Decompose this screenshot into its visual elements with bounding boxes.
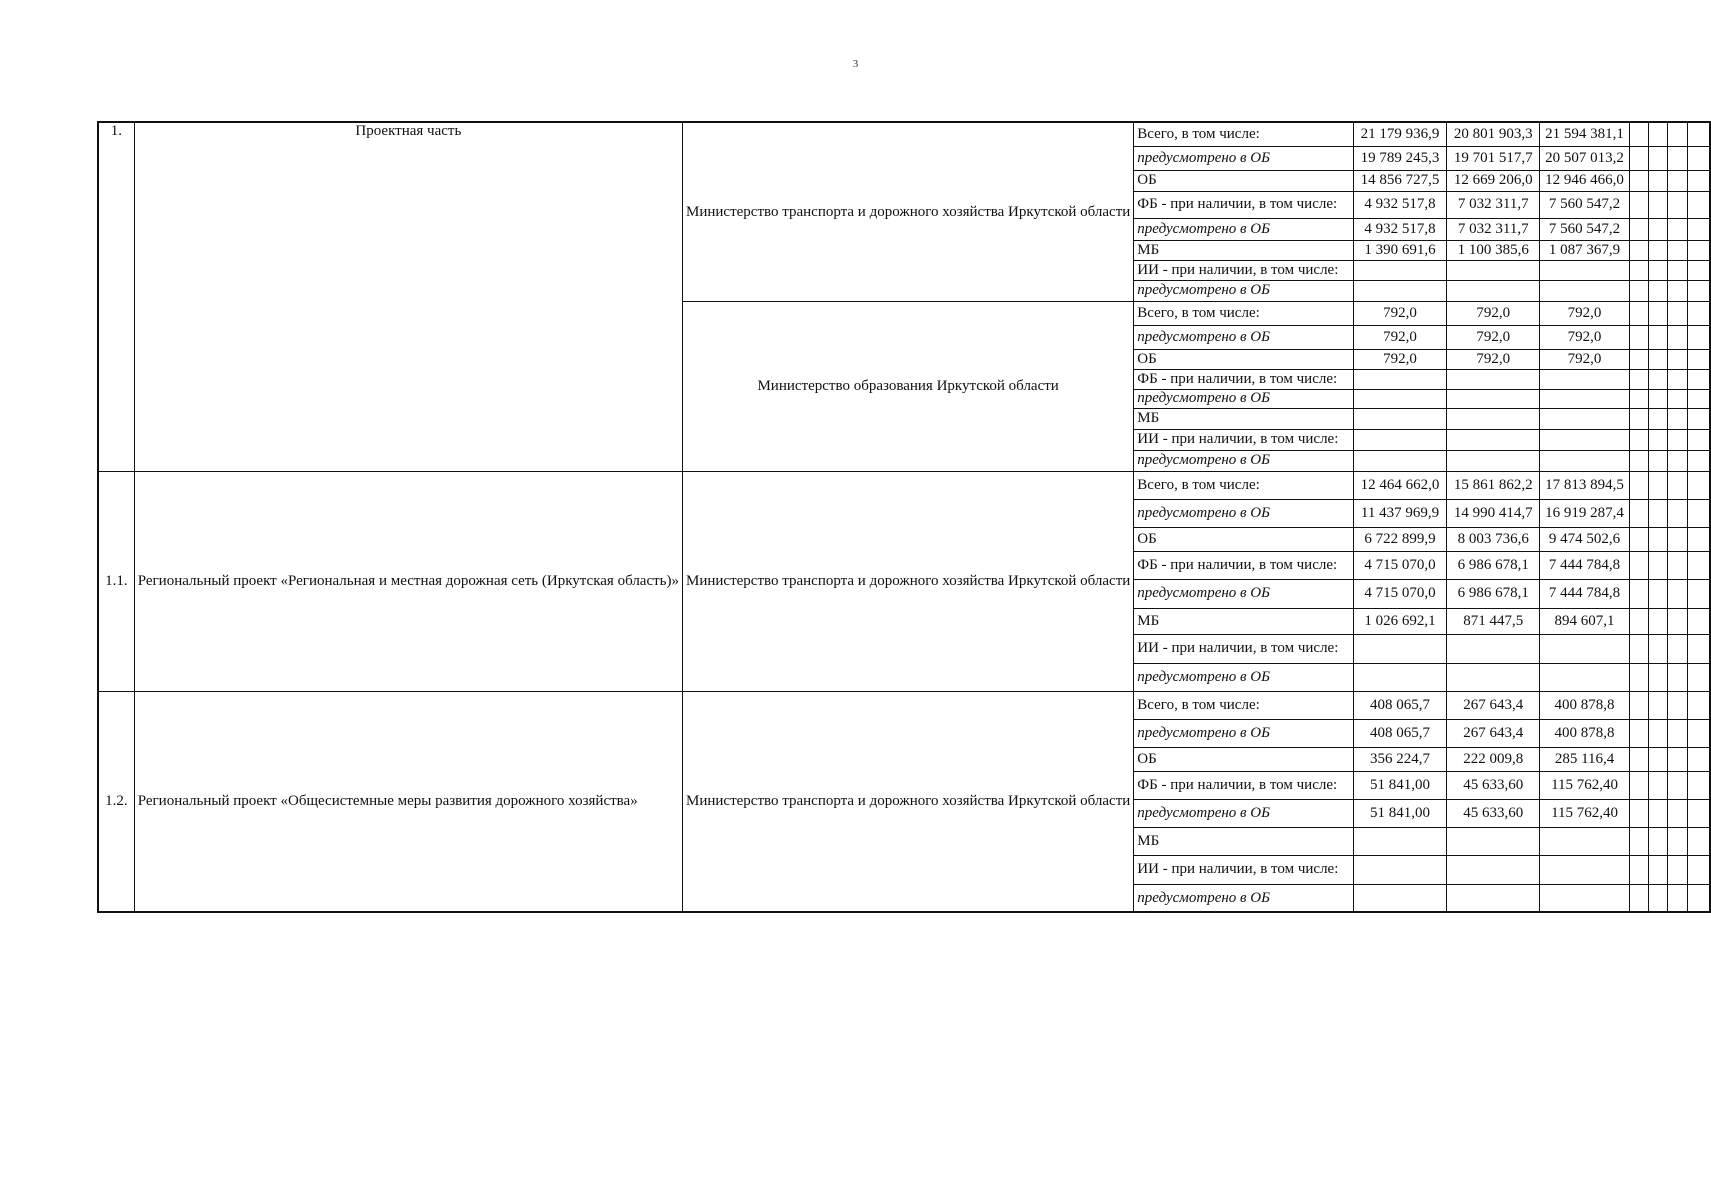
funding-amount: 12 464 662,0 bbox=[1353, 471, 1446, 499]
empty-cell bbox=[1668, 122, 1687, 146]
funding-amount: 792,0 bbox=[1540, 349, 1629, 369]
funding-amount bbox=[1540, 260, 1629, 280]
funding-amount: 19 701 517,7 bbox=[1447, 146, 1540, 170]
empty-cell bbox=[1629, 527, 1648, 551]
funding-amount bbox=[1447, 260, 1540, 280]
funding-amount: 792,0 bbox=[1540, 301, 1629, 325]
funding-amount bbox=[1447, 855, 1540, 884]
empty-cell bbox=[1687, 389, 1710, 408]
empty-cell bbox=[1629, 260, 1648, 280]
empty-cell bbox=[1629, 450, 1648, 471]
funding-source-label: ФБ - при наличии, в том числе: bbox=[1134, 191, 1354, 218]
empty-cell bbox=[1687, 280, 1710, 301]
empty-cell bbox=[1687, 663, 1710, 691]
funding-source-label: Всего, в том числе: bbox=[1134, 471, 1354, 499]
funding-amount: 115 762,40 bbox=[1540, 799, 1629, 827]
funding-amount bbox=[1540, 408, 1629, 429]
empty-cell bbox=[1648, 691, 1667, 719]
funding-amount: 17 813 894,5 bbox=[1540, 471, 1629, 499]
funding-amount: 792,0 bbox=[1447, 349, 1540, 369]
funding-amount: 222 009,8 bbox=[1447, 747, 1540, 771]
empty-cell bbox=[1629, 429, 1648, 450]
empty-cell bbox=[1687, 527, 1710, 551]
funding-amount: 15 861 862,2 bbox=[1447, 471, 1540, 499]
empty-cell bbox=[1648, 450, 1667, 471]
funding-amount: 7 032 311,7 bbox=[1447, 191, 1540, 218]
funding-source-label: предусмотрено в ОБ bbox=[1134, 218, 1354, 240]
funding-amount: 894 607,1 bbox=[1540, 608, 1629, 634]
empty-cell bbox=[1668, 691, 1687, 719]
funding-amount: 408 065,7 bbox=[1353, 691, 1446, 719]
empty-cell bbox=[1648, 260, 1667, 280]
funding-amount: 115 762,40 bbox=[1540, 771, 1629, 799]
funding-source-label: ИИ - при наличии, в том числе: bbox=[1134, 855, 1354, 884]
empty-cell bbox=[1668, 471, 1687, 499]
funding-amount bbox=[1540, 369, 1629, 389]
empty-cell bbox=[1668, 527, 1687, 551]
funding-source-label: предусмотрено в ОБ bbox=[1134, 579, 1354, 608]
empty-cell bbox=[1687, 218, 1710, 240]
funding-amount: 19 789 245,3 bbox=[1353, 146, 1446, 170]
funding-source-label: ОБ bbox=[1134, 747, 1354, 771]
funding-amount bbox=[1447, 663, 1540, 691]
funding-amount: 51 841,00 bbox=[1353, 799, 1446, 827]
empty-cell bbox=[1687, 408, 1710, 429]
empty-cell bbox=[1668, 408, 1687, 429]
funding-source-label: Всего, в том числе: bbox=[1134, 301, 1354, 325]
empty-cell bbox=[1629, 551, 1648, 579]
funding-source-label: МБ bbox=[1134, 827, 1354, 855]
empty-cell bbox=[1648, 325, 1667, 349]
funding-amount: 8 003 736,6 bbox=[1447, 527, 1540, 551]
funding-source-label: предусмотрено в ОБ bbox=[1134, 450, 1354, 471]
empty-cell bbox=[1648, 827, 1667, 855]
funding-source-label: предусмотрено в ОБ bbox=[1134, 389, 1354, 408]
empty-cell bbox=[1629, 827, 1648, 855]
empty-cell bbox=[1629, 349, 1648, 369]
funding-amount bbox=[1353, 280, 1446, 301]
empty-cell bbox=[1648, 551, 1667, 579]
empty-cell bbox=[1668, 608, 1687, 634]
empty-cell bbox=[1668, 827, 1687, 855]
funding-amount bbox=[1447, 429, 1540, 450]
empty-cell bbox=[1668, 579, 1687, 608]
funding-amount: 20 801 903,3 bbox=[1447, 122, 1540, 146]
funding-amount bbox=[1447, 280, 1540, 301]
funding-amount bbox=[1353, 663, 1446, 691]
funding-amount: 4 932 517,8 bbox=[1353, 191, 1446, 218]
funding-source-label: предусмотрено в ОБ bbox=[1134, 884, 1354, 912]
empty-cell bbox=[1668, 771, 1687, 799]
funding-source-label: предусмотрено в ОБ bbox=[1134, 280, 1354, 301]
funding-amount bbox=[1353, 260, 1446, 280]
empty-cell bbox=[1629, 280, 1648, 301]
funding-amount bbox=[1353, 884, 1446, 912]
empty-cell bbox=[1668, 280, 1687, 301]
funding-amount bbox=[1353, 855, 1446, 884]
empty-cell bbox=[1648, 663, 1667, 691]
funding-source-label: ОБ bbox=[1134, 527, 1354, 551]
funding-source-label: предусмотрено в ОБ bbox=[1134, 799, 1354, 827]
funding-amount: 1 390 691,6 bbox=[1353, 240, 1446, 260]
responsible-organization: Министерство транспорта и дорожного хозяйства Иркутской области bbox=[683, 691, 1134, 912]
empty-cell bbox=[1648, 799, 1667, 827]
empty-cell bbox=[1668, 499, 1687, 527]
empty-cell bbox=[1668, 218, 1687, 240]
empty-cell bbox=[1687, 827, 1710, 855]
empty-cell bbox=[1648, 280, 1667, 301]
empty-cell bbox=[1629, 884, 1648, 912]
empty-cell bbox=[1668, 429, 1687, 450]
empty-cell bbox=[1687, 260, 1710, 280]
funding-source-label: ФБ - при наличии, в том числе: bbox=[1134, 771, 1354, 799]
empty-cell bbox=[1648, 218, 1667, 240]
table-row bbox=[98, 471, 1710, 499]
empty-cell bbox=[1687, 691, 1710, 719]
funding-amount bbox=[1540, 663, 1629, 691]
section-title: Региональный проект «Региональная и местная дорожная сеть (Иркутская область)» bbox=[134, 471, 682, 691]
funding-amount: 356 224,7 bbox=[1353, 747, 1446, 771]
funding-amount: 21 179 936,9 bbox=[1353, 122, 1446, 146]
funding-amount: 4 715 070,0 bbox=[1353, 551, 1446, 579]
funding-amount: 20 507 013,2 bbox=[1540, 146, 1629, 170]
empty-cell bbox=[1687, 369, 1710, 389]
funding-source-label: ИИ - при наличии, в том числе: bbox=[1134, 429, 1354, 450]
empty-cell bbox=[1648, 122, 1667, 146]
funding-amount: 792,0 bbox=[1447, 301, 1540, 325]
funding-source-label: предусмотрено в ОБ bbox=[1134, 663, 1354, 691]
empty-cell bbox=[1668, 146, 1687, 170]
empty-cell bbox=[1687, 884, 1710, 912]
funding-amount: 792,0 bbox=[1447, 325, 1540, 349]
funding-table bbox=[97, 121, 1711, 913]
empty-cell bbox=[1668, 325, 1687, 349]
empty-cell bbox=[1648, 608, 1667, 634]
empty-cell bbox=[1687, 579, 1710, 608]
empty-cell bbox=[1668, 450, 1687, 471]
empty-cell bbox=[1629, 691, 1648, 719]
responsible-organization: Министерство транспорта и дорожного хозяйства Иркутской области bbox=[683, 122, 1134, 301]
funding-source-label: МБ bbox=[1134, 408, 1354, 429]
empty-cell bbox=[1648, 471, 1667, 499]
funding-amount bbox=[1353, 369, 1446, 389]
empty-cell bbox=[1687, 122, 1710, 146]
funding-amount bbox=[1540, 884, 1629, 912]
funding-source-label: МБ bbox=[1134, 240, 1354, 260]
empty-cell bbox=[1668, 260, 1687, 280]
responsible-organization: Министерство образования Иркутской области bbox=[683, 301, 1134, 471]
empty-cell bbox=[1687, 634, 1710, 663]
empty-cell bbox=[1668, 634, 1687, 663]
funding-amount: 7 032 311,7 bbox=[1447, 218, 1540, 240]
empty-cell bbox=[1629, 389, 1648, 408]
funding-amount: 267 643,4 bbox=[1447, 691, 1540, 719]
funding-source-label: ИИ - при наличии, в том числе: bbox=[1134, 634, 1354, 663]
empty-cell bbox=[1629, 747, 1648, 771]
empty-cell bbox=[1629, 146, 1648, 170]
empty-cell bbox=[1668, 719, 1687, 747]
funding-amount bbox=[1353, 429, 1446, 450]
empty-cell bbox=[1629, 499, 1648, 527]
funding-amount: 792,0 bbox=[1353, 301, 1446, 325]
funding-amount bbox=[1353, 389, 1446, 408]
empty-cell bbox=[1629, 170, 1648, 191]
empty-cell bbox=[1668, 551, 1687, 579]
funding-amount: 792,0 bbox=[1353, 349, 1446, 369]
empty-cell bbox=[1668, 389, 1687, 408]
funding-amount: 1 087 367,9 bbox=[1540, 240, 1629, 260]
funding-source-label: предусмотрено в ОБ bbox=[1134, 325, 1354, 349]
empty-cell bbox=[1648, 349, 1667, 369]
funding-amount: 7 444 784,8 bbox=[1540, 579, 1629, 608]
funding-amount bbox=[1447, 389, 1540, 408]
empty-cell bbox=[1687, 499, 1710, 527]
funding-amount: 4 932 517,8 bbox=[1353, 218, 1446, 240]
funding-amount: 45 633,60 bbox=[1447, 771, 1540, 799]
empty-cell bbox=[1687, 551, 1710, 579]
empty-cell bbox=[1687, 240, 1710, 260]
funding-amount: 21 594 381,1 bbox=[1540, 122, 1629, 146]
funding-amount bbox=[1447, 827, 1540, 855]
empty-cell bbox=[1629, 408, 1648, 429]
funding-amount: 14 856 727,5 bbox=[1353, 170, 1446, 191]
empty-cell bbox=[1687, 608, 1710, 634]
section-title: Проектная часть bbox=[134, 122, 682, 471]
empty-cell bbox=[1648, 240, 1667, 260]
table-row bbox=[98, 122, 1710, 146]
empty-cell bbox=[1629, 855, 1648, 884]
funding-amount: 14 990 414,7 bbox=[1447, 499, 1540, 527]
funding-amount: 4 715 070,0 bbox=[1353, 579, 1446, 608]
funding-amount: 7 560 547,2 bbox=[1540, 191, 1629, 218]
empty-cell bbox=[1668, 240, 1687, 260]
empty-cell bbox=[1648, 429, 1667, 450]
funding-amount: 51 841,00 bbox=[1353, 771, 1446, 799]
funding-amount bbox=[1353, 634, 1446, 663]
empty-cell bbox=[1648, 884, 1667, 912]
funding-amount bbox=[1353, 408, 1446, 429]
funding-source-label: МБ bbox=[1134, 608, 1354, 634]
funding-source-label: ФБ - при наличии, в том числе: bbox=[1134, 551, 1354, 579]
empty-cell bbox=[1648, 499, 1667, 527]
funding-amount bbox=[1447, 634, 1540, 663]
empty-cell bbox=[1629, 218, 1648, 240]
funding-amount: 267 643,4 bbox=[1447, 719, 1540, 747]
funding-amount: 45 633,60 bbox=[1447, 799, 1540, 827]
funding-amount: 6 986 678,1 bbox=[1447, 579, 1540, 608]
funding-amount bbox=[1447, 450, 1540, 471]
empty-cell bbox=[1629, 369, 1648, 389]
empty-cell bbox=[1687, 146, 1710, 170]
empty-cell bbox=[1629, 122, 1648, 146]
empty-cell bbox=[1668, 884, 1687, 912]
empty-cell bbox=[1629, 325, 1648, 349]
empty-cell bbox=[1629, 719, 1648, 747]
funding-amount: 400 878,8 bbox=[1540, 691, 1629, 719]
empty-cell bbox=[1648, 369, 1667, 389]
funding-source-label: предусмотрено в ОБ bbox=[1134, 719, 1354, 747]
funding-amount: 1 026 692,1 bbox=[1353, 608, 1446, 634]
funding-amount bbox=[1353, 827, 1446, 855]
empty-cell bbox=[1687, 325, 1710, 349]
funding-amount: 12 946 466,0 bbox=[1540, 170, 1629, 191]
empty-cell bbox=[1687, 429, 1710, 450]
empty-cell bbox=[1648, 170, 1667, 191]
empty-cell bbox=[1648, 146, 1667, 170]
funding-amount: 792,0 bbox=[1540, 325, 1629, 349]
empty-cell bbox=[1687, 855, 1710, 884]
empty-cell bbox=[1629, 579, 1648, 608]
funding-source-label: Всего, в том числе: bbox=[1134, 691, 1354, 719]
funding-amount: 16 919 287,4 bbox=[1540, 499, 1629, 527]
funding-amount bbox=[1540, 855, 1629, 884]
empty-cell bbox=[1668, 369, 1687, 389]
empty-cell bbox=[1668, 170, 1687, 191]
funding-amount bbox=[1447, 884, 1540, 912]
empty-cell bbox=[1629, 471, 1648, 499]
funding-amount: 400 878,8 bbox=[1540, 719, 1629, 747]
empty-cell bbox=[1687, 191, 1710, 218]
empty-cell bbox=[1629, 191, 1648, 218]
empty-cell bbox=[1668, 349, 1687, 369]
empty-cell bbox=[1668, 301, 1687, 325]
empty-cell bbox=[1648, 408, 1667, 429]
empty-cell bbox=[1648, 191, 1667, 218]
empty-cell bbox=[1668, 799, 1687, 827]
empty-cell bbox=[1687, 771, 1710, 799]
funding-source-label: Всего, в том числе: bbox=[1134, 122, 1354, 146]
funding-source-label: ФБ - при наличии, в том числе: bbox=[1134, 369, 1354, 389]
funding-amount bbox=[1353, 450, 1446, 471]
empty-cell bbox=[1629, 799, 1648, 827]
funding-amount: 12 669 206,0 bbox=[1447, 170, 1540, 191]
funding-amount: 1 100 385,6 bbox=[1447, 240, 1540, 260]
funding-amount bbox=[1540, 450, 1629, 471]
funding-amount: 871 447,5 bbox=[1447, 608, 1540, 634]
empty-cell bbox=[1648, 634, 1667, 663]
table-row bbox=[98, 691, 1710, 719]
empty-cell bbox=[1629, 301, 1648, 325]
empty-cell bbox=[1648, 579, 1667, 608]
empty-cell bbox=[1648, 527, 1667, 551]
responsible-organization: Министерство транспорта и дорожного хозяйства Иркутской области bbox=[683, 471, 1134, 691]
empty-cell bbox=[1648, 771, 1667, 799]
funding-amount: 285 116,4 bbox=[1540, 747, 1629, 771]
empty-cell bbox=[1668, 191, 1687, 218]
section-number: 1.1. bbox=[98, 471, 134, 691]
empty-cell bbox=[1687, 349, 1710, 369]
funding-amount bbox=[1447, 408, 1540, 429]
funding-source-label: ОБ bbox=[1134, 170, 1354, 191]
funding-source-label: ОБ bbox=[1134, 349, 1354, 369]
funding-amount: 11 437 969,9 bbox=[1353, 499, 1446, 527]
section-number: 1.2. bbox=[98, 691, 134, 912]
empty-cell bbox=[1648, 389, 1667, 408]
funding-amount bbox=[1540, 827, 1629, 855]
empty-cell bbox=[1687, 471, 1710, 499]
funding-amount: 9 474 502,6 bbox=[1540, 527, 1629, 551]
empty-cell bbox=[1687, 719, 1710, 747]
empty-cell bbox=[1687, 747, 1710, 771]
empty-cell bbox=[1648, 301, 1667, 325]
empty-cell bbox=[1668, 855, 1687, 884]
funding-amount: 408 065,7 bbox=[1353, 719, 1446, 747]
section-number: 1. bbox=[98, 122, 134, 471]
empty-cell bbox=[1668, 663, 1687, 691]
funding-amount: 6 986 678,1 bbox=[1447, 551, 1540, 579]
empty-cell bbox=[1687, 799, 1710, 827]
empty-cell bbox=[1629, 634, 1648, 663]
funding-amount: 7 560 547,2 bbox=[1540, 218, 1629, 240]
funding-source-label: ИИ - при наличии, в том числе: bbox=[1134, 260, 1354, 280]
funding-amount: 7 444 784,8 bbox=[1540, 551, 1629, 579]
empty-cell bbox=[1648, 719, 1667, 747]
funding-amount: 792,0 bbox=[1353, 325, 1446, 349]
empty-cell bbox=[1687, 450, 1710, 471]
empty-cell bbox=[1648, 747, 1667, 771]
funding-amount bbox=[1540, 634, 1629, 663]
funding-source-label: предусмотрено в ОБ bbox=[1134, 499, 1354, 527]
page-number: 3 bbox=[852, 58, 859, 70]
funding-amount bbox=[1447, 369, 1540, 389]
empty-cell bbox=[1687, 170, 1710, 191]
funding-source-label: предусмотрено в ОБ bbox=[1134, 146, 1354, 170]
empty-cell bbox=[1668, 747, 1687, 771]
empty-cell bbox=[1648, 855, 1667, 884]
empty-cell bbox=[1629, 771, 1648, 799]
section-title: Региональный проект «Общесистемные меры развития дорожного хозяйства» bbox=[134, 691, 682, 912]
funding-amount: 6 722 899,9 bbox=[1353, 527, 1446, 551]
funding-amount bbox=[1540, 429, 1629, 450]
empty-cell bbox=[1687, 301, 1710, 325]
empty-cell bbox=[1629, 240, 1648, 260]
empty-cell bbox=[1629, 608, 1648, 634]
empty-cell bbox=[1629, 663, 1648, 691]
funding-amount bbox=[1540, 280, 1629, 301]
funding-amount bbox=[1540, 389, 1629, 408]
